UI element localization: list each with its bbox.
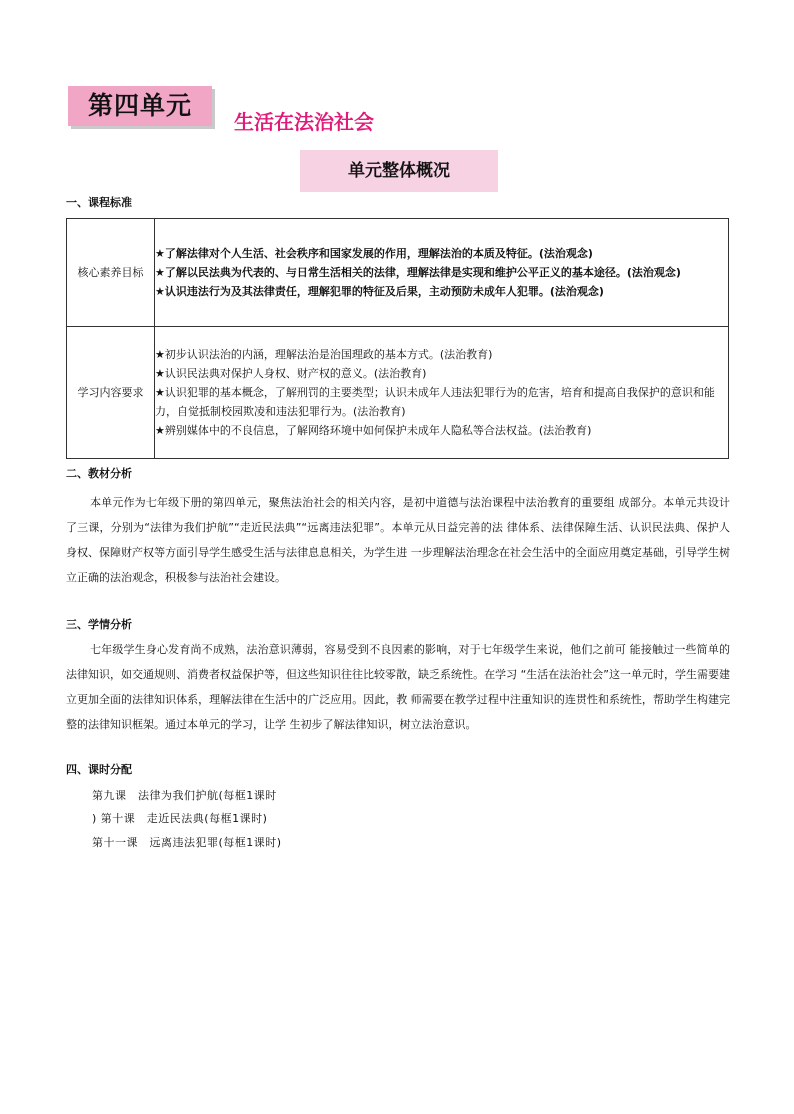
- row-label-core-literacy: 核心素养目标: [67, 219, 155, 327]
- list-item: ★了解以民法典为代表的、与日常生活相关的法律，理解法律是实现和维护公平正义的基本途径。(法治观念): [155, 266, 681, 279]
- unit-title: 生活在法治社会: [234, 110, 374, 134]
- overview-heading: 单元整体概况: [300, 150, 498, 192]
- section-heading-textbook-analysis: 二、教材分析: [66, 467, 132, 480]
- lesson-item: 第十一课 远离违法犯罪(每框1课时): [92, 836, 282, 849]
- lesson-item: 第九课 法律为我们护航(每框1课时: [92, 789, 277, 802]
- unit-badge: 第四单元: [68, 86, 212, 126]
- list-item: ★初步认识法治的内涵，理解法治是治国理政的基本方式。(法治教育): [155, 348, 493, 361]
- table-row: [67, 327, 729, 459]
- row-content-core-literacy: [155, 219, 729, 327]
- table-row: [67, 219, 729, 327]
- list-item: ★认识民法典对保护人身权、财产权的意义。(法治教育): [155, 367, 427, 380]
- row-content-learning-content: [155, 327, 729, 459]
- list-item: ★了解法律对个人生活、社会秩序和国家发展的作用，理解法治的本质及特征。(法治观念): [155, 247, 593, 260]
- course-standards-table: [66, 218, 729, 459]
- section-heading-schedule: 四、课时分配: [66, 763, 132, 776]
- lesson-item: ) 第十课 走近民法典(每框1课时): [92, 812, 268, 825]
- section-heading-course-standards: 一、课程标准: [66, 196, 132, 209]
- list-item: ★认识犯罪的基本概念，了解刑罚的主要类型；认识未成年人违法犯罪行为的危害，培育和提高自我保护的意识和能力，自觉抵制校园欺凌和违法犯罪行为。(法治教育): [155, 386, 715, 418]
- list-item: ★认识违法行为及其法律责任，理解犯罪的特征及后果，主动预防未成年人犯罪。(法治观念): [155, 285, 604, 298]
- textbook-analysis-paragraph: 本单元作为七年级下册的第四单元，聚焦法治社会的相关内容，是初中道德与法治课程中法治教育的重要组 成部分。本单元共设计了三课，分别为“法律为我们护航”“走近民法典”“远离违法犯罪”。本单元从日益完善的法 律体系、法律保障生活、认识民法典、保护人身权、保障财产权等方面引导学生感受生活与法律息息相关，为学生进 一步理解法治理念在社会生活中的全面应用奠定基础，引导学生树立正确的法治观念，积极参与法治社会建设。: [66, 496, 730, 584]
- row-label-learning-content: 学习内容要求: [67, 327, 155, 459]
- list-item: ★辨别媒体中的不良信息，了解网络环境中如何保护未成年人隐私等合法权益。(法治教育): [155, 424, 592, 437]
- section-heading-student-analysis: 三、学情分析: [66, 618, 132, 631]
- student-analysis-paragraph: 七年级学生身心发育尚不成熟，法治意识薄弱，容易受到不良因素的影响，对于七年级学生来说，他们之前可 能接触过一些简单的法律知识，如交通规则、消费者权益保护等，但这些知识往往比较零散，缺乏系统性。在学习 “生活在法治社会”这一单元时，学生需要建立更加全面的法律知识体系，理解法律在生活中的广泛应用。因此，教 师需要在教学过程中注重知识的连贯性和系统性，帮助学生构建完整的法律知识框架。通过本单元的学习，让学 生初步了解法律知识，树立法治意识。: [66, 643, 730, 731]
